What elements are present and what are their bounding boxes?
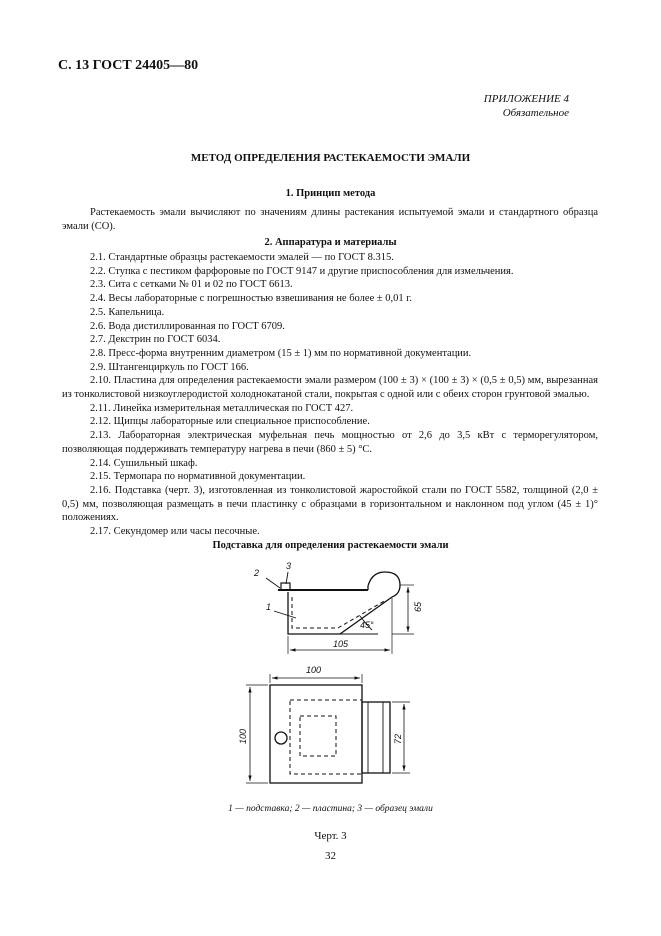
list-item: 2.17. Секундомер или часы песочные. xyxy=(90,526,260,538)
figure-legend: 1 — подставка; 2 — пластина; 3 — образец эмали xyxy=(228,804,433,814)
list-item: 2.7. Декстрин по ГОСТ 6034. xyxy=(90,334,221,346)
angle-label: 45° xyxy=(360,620,374,630)
callout-3: 3 xyxy=(286,561,292,571)
section1-text: Растекаемость эмали вычисляют по значениям длины растекания испытуемой эмали и стандартного образца эмали (СО). xyxy=(62,207,598,232)
figure-label: Черт. 3 xyxy=(314,830,347,842)
callout-2: 2 xyxy=(254,568,260,578)
list-item: 2.12. Щипцы лабораторные или специальное приспособление. xyxy=(90,416,370,428)
list-item: 2.9. Штангенциркуль по ГОСТ 166. xyxy=(90,361,249,373)
list-item: 2.4. Весы лабораторные с погрешностью взвешивания не более ± 0,01 г. xyxy=(90,293,412,305)
dim-top-width: 100 xyxy=(306,665,322,675)
section1-heading: 1. Принцип метода xyxy=(285,188,376,199)
appendix-status: Обязательное xyxy=(502,107,569,119)
document-title: МЕТОД ОПРЕДЕЛЕНИЯ РАСТЕКАЕМОСТИ ЭМАЛИ xyxy=(190,152,471,164)
plan-view xyxy=(246,674,410,783)
list-item: 2.10. Пластина для определения растекаемости эмали размером (100 ± 3) × (100 ± 3) × (0,5 ± 0,5) мм, вырезанная из тонколистовой низкоуглеродистой холоднокатаной стали, покрытая с одной или с обеих сторон грунтовой эмалью. xyxy=(62,375,598,401)
list-item: 2.15. Термопара по нормативной документации. xyxy=(90,471,306,483)
figure-title: Подставка для определения растекаемости эмали xyxy=(212,540,449,551)
list-item: 2.1. Стандартные образцы растекаемости эмалей — по ГОСТ 8.315. xyxy=(90,252,394,263)
list-item: 2.13. Лабораторная электрическая муфельная печь мощностью от 2,6 до 3,5 кВт с терморегулятором, позволяющая поддерживать температуру нагрева в печи (860 ± 5) °С. xyxy=(62,430,598,455)
list-item: 2.6. Вода дистиллированная по ГОСТ 6709. xyxy=(90,320,285,332)
section2-heading: 2. Аппаратура и материалы xyxy=(264,237,397,248)
appendix-number: ПРИЛОЖЕНИЕ 4 xyxy=(483,93,569,105)
list-item: 2.2. Ступка с пестиком фарфоровые по ГОСТ 9147 и другие приспособления для измельчения. xyxy=(90,265,514,277)
list-item: 2.16. Подставка (черт. 3), изготовленная из тонколистовой жаростойкой стали по ГОСТ 5582, толщиной (2,0 ± 0,5) мм, позволяющая размещать в печи пластинку с образцами в горизонтальном и наклонном под углом (45 ± 1)° положениях. xyxy=(62,484,598,524)
list-item: 2.3. Сита с сетками № 01 и 02 по ГОСТ 6613. xyxy=(90,279,293,291)
page-header: С. 13 ГОСТ 24405—80 xyxy=(58,58,199,73)
dim-length: 105 xyxy=(333,639,349,649)
dim-side: 100 xyxy=(238,728,248,744)
list-item: 2.14. Сушильный шкаф. xyxy=(90,457,198,469)
dim-inner: 72 xyxy=(393,733,403,744)
list-item: 2.5. Капельница. xyxy=(90,306,165,318)
list-item: 2.8. Пресс-форма внутренним диаметром (15 ± 1) мм по нормативной документации. xyxy=(90,347,472,359)
callout-1: 1 xyxy=(266,602,272,612)
list-item: 2.11. Линейка измерительная металлическая по ГОСТ 427. xyxy=(90,402,354,414)
page-number: 32 xyxy=(325,850,336,862)
dim-height: 65 xyxy=(413,601,423,612)
